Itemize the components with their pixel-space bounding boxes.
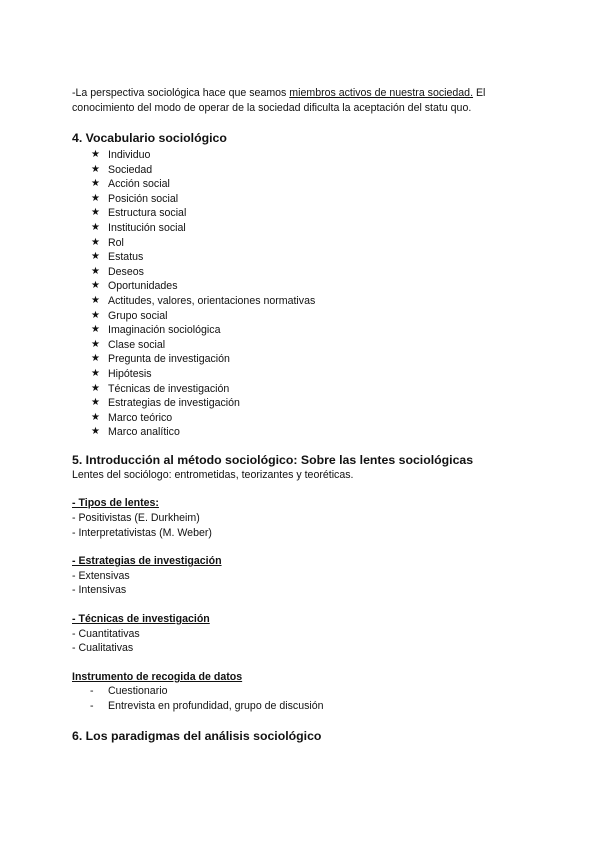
vocabulary-item-label: Técnicas de investigación (108, 382, 230, 395)
star-bullet-icon: ★ (91, 353, 100, 365)
vocabulary-item (91, 309, 542, 324)
vocabulary-item-label: Deseos (108, 265, 144, 278)
vocabulary-item (91, 192, 542, 207)
vocabulary-item-label: Marco teórico (108, 411, 173, 424)
tecnicas-item: - Cuantitativas (72, 627, 140, 640)
star-bullet-icon: ★ (91, 338, 100, 350)
star-bullet-icon: ★ (91, 163, 100, 175)
vocabulary-item (91, 367, 542, 382)
intro-prefix: -La perspectiva sociológica hace que seamos (72, 87, 290, 99)
list-item (90, 684, 542, 699)
intro-paragraph (72, 86, 542, 116)
vocabulary-item (91, 411, 542, 426)
star-bullet-icon: ★ (91, 324, 100, 336)
star-bullet-icon: ★ (91, 280, 100, 292)
vocabulary-item (91, 221, 542, 236)
vocabulary-item (91, 279, 542, 294)
estrategias-item: - Extensivas (72, 569, 130, 582)
star-bullet-icon: ★ (91, 309, 100, 321)
dash-marker: - (90, 685, 94, 698)
star-bullet-icon: ★ (91, 367, 100, 379)
vocabulary-item-label: Marco analítico (108, 426, 180, 439)
star-bullet-icon: ★ (91, 178, 100, 190)
vocabulary-item-label: Estrategias de investigación (108, 397, 240, 410)
star-bullet-icon: ★ (91, 207, 100, 219)
vocabulary-item-label: Oportunidades (108, 280, 178, 293)
vocabulary-item (91, 294, 542, 309)
vocabulary-item-label: Rol (108, 236, 124, 249)
vocabulary-list (72, 148, 542, 440)
vocabulary-item-label: Institución social (108, 221, 186, 234)
tipos-item: - Positivistas (E. Durkheim) (72, 512, 200, 525)
estrategias-item: - Intensivas (72, 584, 127, 597)
vocabulary-item-label: Actitudes, valores, orientaciones normativas (108, 294, 316, 307)
document-page (72, 86, 542, 744)
star-bullet-icon: ★ (91, 265, 100, 277)
section-6-title: 6. Los paradigmas del análisis sociológico (72, 728, 322, 743)
vocabulary-item (91, 148, 542, 163)
vocabulary-item (91, 206, 542, 221)
star-bullet-icon: ★ (91, 251, 100, 263)
vocabulary-item (91, 338, 542, 353)
vocabulary-item-label: Individuo (108, 149, 151, 161)
star-bullet-icon: ★ (91, 382, 100, 394)
tecnicas-heading: - Técnicas de investigación (72, 613, 210, 626)
vocabulary-item (91, 250, 542, 265)
star-bullet-icon: ★ (91, 294, 100, 306)
vocabulary-item-label: Sociedad (108, 163, 153, 176)
vocabulary-item (91, 163, 542, 178)
intro-underlined: miembros activos de nuestra sociedad. (289, 87, 474, 99)
vocabulary-item (91, 382, 542, 397)
section-5-intro: Lentes del sociólogo: entrometidas, teorizantes y teoréticas. (72, 468, 354, 481)
star-bullet-icon: ★ (91, 426, 100, 438)
vocabulary-item-label: Acción social (108, 178, 170, 191)
star-bullet-icon: ★ (91, 192, 100, 204)
vocabulary-item-label: Posición social (108, 192, 179, 205)
vocabulary-item-label: Imaginación sociológica (108, 324, 221, 337)
vocabulary-item-label: Grupo social (108, 309, 168, 322)
star-bullet-icon: ★ (91, 149, 100, 160)
list-item-text: Entrevista en profundidad, grupo de discusión (108, 700, 324, 712)
list-item-text: Cuestionario (108, 685, 168, 698)
vocabulary-item (91, 177, 542, 192)
estrategias-heading: - Estrategias de investigación (72, 555, 222, 568)
tipos-heading: - Tipos de lentes: (72, 497, 159, 510)
vocabulary-item (91, 323, 542, 338)
instrumento-heading: Instrumento de recogida de datos (72, 670, 243, 683)
intro-suffix: El conocimiento del modo de operar de la sociedad dificulta la aceptación del statu quo. (72, 87, 486, 114)
list-item (90, 699, 542, 714)
vocabulary-item-label: Clase social (108, 338, 166, 351)
vocabulary-item (91, 236, 542, 251)
dash-marker: - (90, 700, 94, 712)
tecnicas-item: - Cualitativas (72, 642, 134, 655)
star-bullet-icon: ★ (91, 221, 100, 233)
star-bullet-icon: ★ (91, 411, 100, 423)
section-4-title: 4. Vocabulario sociológico (72, 131, 227, 145)
star-bullet-icon: ★ (91, 236, 100, 248)
section-5-title: 5. Introducción al método sociológico: Sobre las lentes sociológicas (72, 452, 474, 467)
vocabulary-item-label: Estatus (108, 251, 144, 264)
vocabulary-item (91, 425, 542, 440)
tipos-item: - Interpretativistas (M. Weber) (72, 526, 212, 539)
vocabulary-item-label: Estructura social (108, 207, 187, 220)
vocabulary-item-label: Pregunta de investigación (108, 353, 230, 366)
vocabulary-item (91, 396, 542, 411)
vocabulary-item-label: Hipótesis (108, 367, 152, 380)
star-bullet-icon: ★ (91, 397, 100, 409)
instrumento-list (72, 684, 542, 713)
vocabulary-item (91, 352, 542, 367)
vocabulary-item (91, 265, 542, 280)
